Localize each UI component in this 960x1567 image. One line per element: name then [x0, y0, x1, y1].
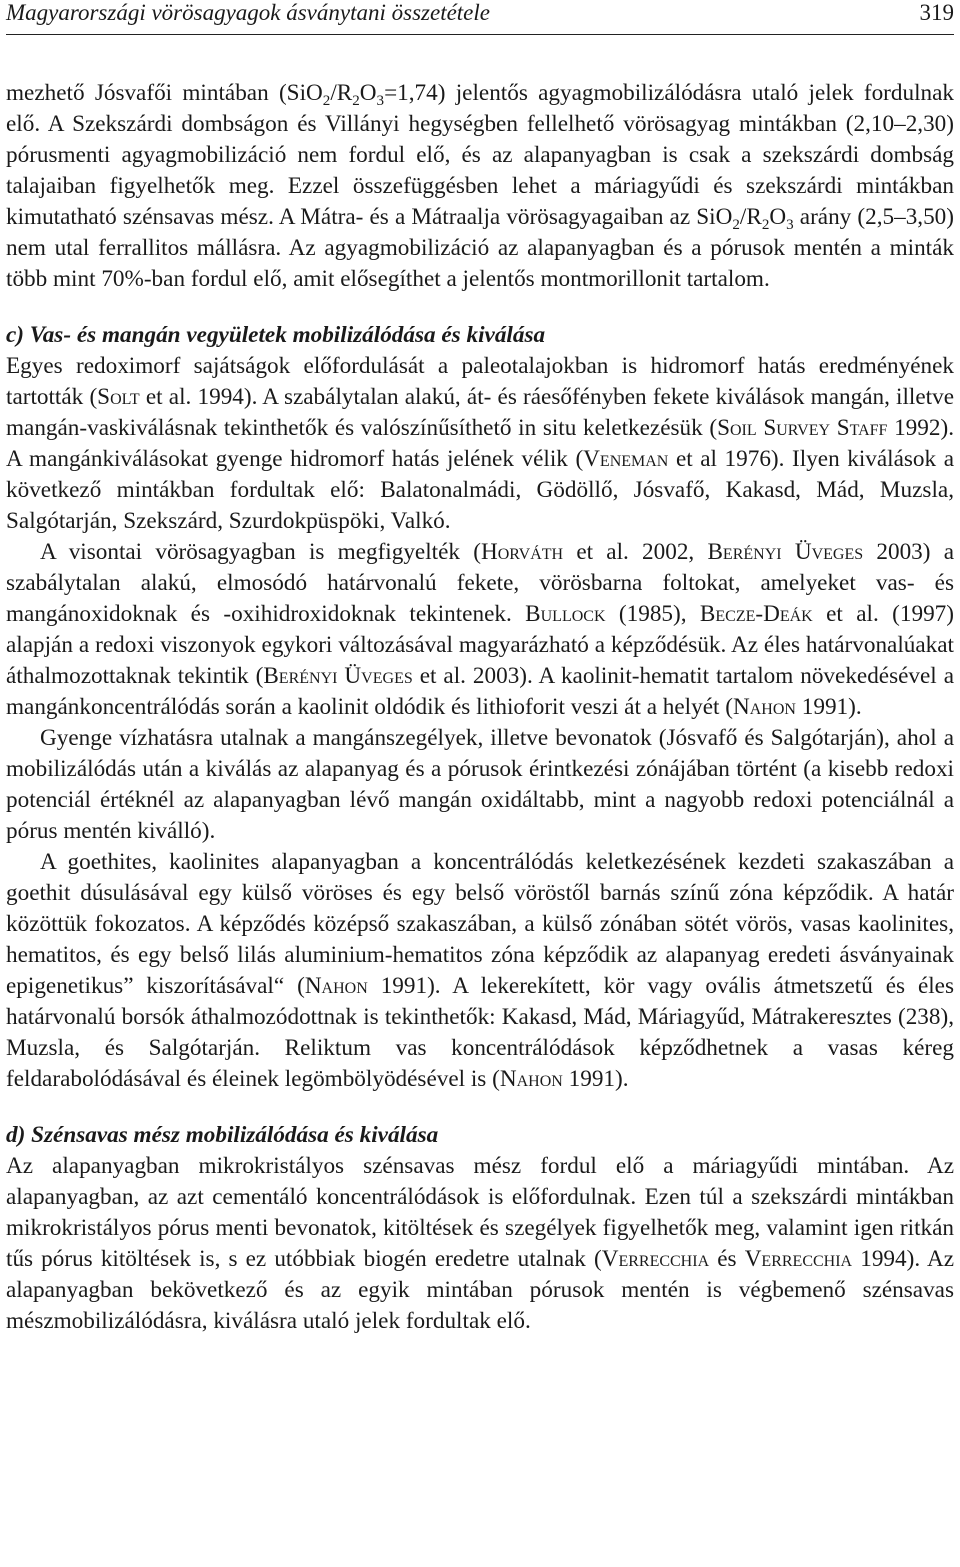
body-paragraph: A visontai vörösagyagban is megfigyelték (Horváth et al. 2002, Berényi Üveges 2003) a szabálytalan alakú, elmosódó határvonalú fekete, vörösbarna foltokat, amelyeket vas- és mangánoxidoknak és -oxihidroxidoknak tekintenek. Bullock (1985), Becze-Deák et al. (1997) alapján a redoxi viszonyok egykori változásával magyarázható a képződésük. Az éles határvonalúakat áthalmozottaknak tekintik (Berényi Üveges et al. 2003). A kaolinit-hematit tartalom növekedésével a mangánkoncentrálódás során a kaolinit oldódik és lithioforit veszi át a helyét (Nahon 1991). [6, 539, 954, 720]
body-paragraph: A goethites, kaolinites alapanyagban a koncentrálódás keletkezésének kezdeti szakaszában a goethit dúsulásával egy külső vöröses és egy belső vöröstől barnás színű zóna képződik. A határ közöttük fokozatos. A képződés középső szakaszában, a külső zónában sötét vörös, vasas kaolinites, hematitos, és egy belső lilás aluminium-hematitos zóna képződik az alapanyag eredeti ásványainak epigenetikus” kiszorításával“ (Nahon 1991). A lekerekített, kör vagy ovális átmetszetű és éles határvonalú borsók áthalmozódottnak is tekinthetők: Kakasd, Mád, Máriagyűd, Mátrakeresztes (238), Muzsla, és Salgótarján. Reliktum vas koncentrálódások képződhetnek a vasas kéreg feldarabolódásával és éleinek legömbölyödésével is (Nahon 1991). [6, 849, 954, 1092]
page-header [6, 0, 954, 35]
author-name: Soil Survey Staff [717, 415, 888, 441]
author-name: Solt [97, 384, 140, 410]
section-heading-d: d) Szénsavas mész mobilizálódása és kiválása [6, 1122, 439, 1148]
page-number: 319 [919, 0, 954, 25]
author-name: Horváth [480, 539, 564, 565]
body-paragraph: Az alapanyagban mikrokristályos szénsavas mész fordul elő a máriagyűdi mintában. Az alapanyagban, az azt cementáló koncentrálódások is előfordulnak. Ezen túl a szekszárdi mintákban mikrokristályos pórus menti bevonatok, kitöltések és szegélyek figyelhetők meg, valamint igen ritkán tűs pórus kitöltések is, s ez utóbbiak biogén eredetre utalnak (Verrecchia és Verrecchia 1994). Az alapanyagban bekövetkező és az egyik mintában pórusok mentén is végbemenő szénsavas mészmobilizálódásra, kiválásra utaló jelek fordultak elő. [6, 1153, 955, 1334]
author-name: Nahon [304, 973, 368, 999]
section-heading-c: c) Vas- és mangán vegyületek mobilizálódása és kiválása [6, 322, 546, 348]
author-name: Becze-Deák [699, 601, 813, 627]
body-paragraph: Gyenge vízhatásra utalnak a mangánszegélyek, illetve bevonatok (Jósvafő és Salgótarján), ahol a mobilizálódás után a kiválás az alapanyag és a pórusok érintkezési zónájában történt (a kisebb redoxi potenciál értéknél az alapanyagban lévő mangán oxidáltabb, mint a nagyobb redoxi potenciálnál a pórus mentén kiválló). [6, 725, 954, 844]
author-name: Berényi Üveges [263, 663, 413, 689]
author-name: Veneman [583, 446, 669, 472]
running-title: Magyarországi vörösagyagok ásványtani összetétele [6, 0, 490, 25]
author-name: Verrecchia [744, 1246, 853, 1272]
author-name: Nahon [499, 1066, 563, 1092]
author-name: Nahon [732, 694, 796, 720]
author-name: Bullock [525, 601, 606, 627]
author-name: Verrecchia [601, 1246, 710, 1272]
body-paragraph: mezhető Jósvafői mintában $(SiO_2/R_2O_3=1,74)$ jelentős agyagmobilizálódásra utaló jelek fordulnak elő. A Szekszárdi dombságon és Villányi hegységben fellelhető vörösagyag mintákban (2,10–2,30) pórusmenti agyagmobilizáció nem fordul elő, és az alapanyagban is csak a szekszárdi dombság talajaiban figyelhetők meg. Ezzel összefüggésben lehet a máriagyűdi és szekszárdi mintákban kimutatható szénsavas mész. A Mátra- és a Mátraalja vörösagyagaiban az $SiO_2/R_2O_3$ arány (2,5–3,50) nem utal ferrallitos mállásra. Az agyagmobilizáció az alapanyagban és a pórusok mentén a minták több mint 70%-ban fordul elő, amit elősegíthet a jelentős montmorillonit tartalom. [6, 80, 955, 292]
body-paragraph: Egyes redoximorf sajátságok előfordulását a paleotalajokban is hidromorf hatás eredményének tartották (Solt et al. 1994). A szabálytalan alakú, át- és ráesőfényben fekete kiválások mangán, illetve mangán-vaskiválásnak tekinthetők és valószínűsíthető in situ keletkezésük (Soil Survey Staff 1992). A mangánkiválásokat gyenge hidromorf hatás jelének vélik (Veneman et al 1976). Ilyen kiválások a következő mintákban fordultak elő: Balatonalmádi, Gödöllő, Jósvafő, Kakasd, Mád, Muzsla, Salgótarján, Szekszárd, Szurdokpüspöki, Valkó. [6, 353, 954, 534]
author-name: Berényi Üveges [707, 539, 864, 565]
page-body [6, 78, 954, 1337]
